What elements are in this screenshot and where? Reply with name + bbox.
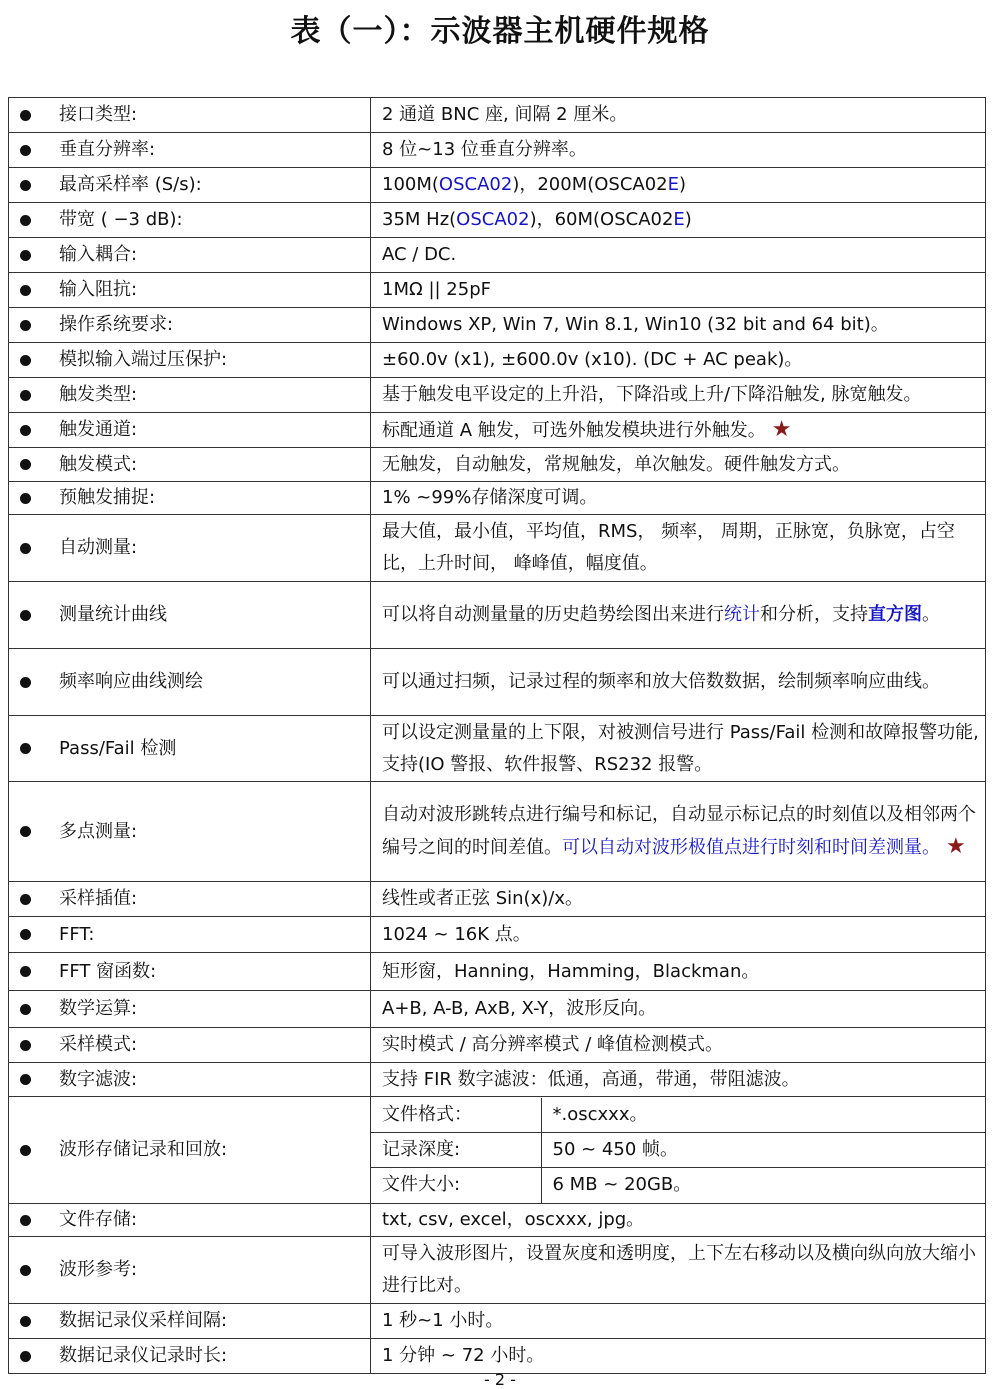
row-value: 基于触发电平设定的上升沿，下降沿或上升/下降沿触发, 脉宽触发。 <box>371 378 986 413</box>
row-label: Pass/Fail 检测 <box>59 737 177 759</box>
table-row <box>9 133 986 168</box>
table-row <box>9 448 986 482</box>
star-icon: ★ <box>771 416 792 442</box>
table-row <box>9 343 986 378</box>
table-row <box>9 238 986 273</box>
bullet-icon <box>20 285 31 296</box>
row-value: 1MΩ || 25pF <box>371 273 986 308</box>
row-value: 可以设定测量量的上下限，对被测信号进行 Pass/Fail 检测和故障报警功能,支持(IO 警报、软件报警、RS232 报警。 <box>371 716 986 782</box>
table-row <box>9 482 986 515</box>
row-label: 模拟输入端过压保护: <box>59 349 228 370</box>
row-label: 接口类型: <box>59 104 138 125</box>
row-label: 操作系统要求: <box>59 314 174 335</box>
table-row <box>9 168 986 203</box>
sub-row: 文件格式： *.oscxxx。 <box>371 1098 985 1133</box>
row-value: 1% ~99%存储深度可调。 <box>371 482 986 515</box>
table-row <box>9 413 986 448</box>
row-label: 触发类型: <box>59 384 138 405</box>
row-label: 带宽 ( −3 dB): <box>59 209 183 230</box>
spec-table <box>8 97 986 1374</box>
row-value: 最大值，最小值，平均值，RMS， 频率， 周期，正脉宽，负脉宽，占空比，上升时间， 峰峰值，幅度值。 <box>371 515 986 582</box>
row-label: 预触发捕捉: <box>59 487 156 508</box>
sub-row: 记录深度: 50 ~ 450 帧。 <box>371 1133 985 1168</box>
row-label: 输入阻抗: <box>59 279 138 300</box>
row-label: 数据记录仪采样间隔: <box>59 1310 228 1331</box>
table-row <box>9 782 986 882</box>
bullet-icon <box>20 459 31 470</box>
table-row <box>9 1339 986 1374</box>
row-value: 1 分钟 ~ 72 小时。 <box>371 1339 986 1374</box>
bullet-icon <box>20 1074 31 1085</box>
row-value: 可以通过扫频，记录过程的频率和放大倍数数据，绘制频率响应曲线。 <box>371 649 986 716</box>
bullet-icon <box>20 1145 31 1156</box>
row-value: 100M(OSCA02)，200M(OSCA02E) <box>371 168 986 203</box>
table-row <box>9 1304 986 1339</box>
table-row <box>9 1237 986 1304</box>
bullet-icon <box>20 1215 31 1226</box>
bullet-icon <box>20 180 31 191</box>
row-value: 1024 ~ 16K 点。 <box>371 917 986 953</box>
bullet-icon <box>20 250 31 261</box>
row-label: 采样插值: <box>59 888 138 909</box>
row-label: 自动测量: <box>59 537 138 558</box>
bullet-icon <box>20 1351 31 1362</box>
row-value: 实时模式 / 高分辨率模式 / 峰值检测模式。 <box>371 1028 986 1063</box>
row-value: 线性或者正弦 Sin(x)/x。 <box>371 882 986 917</box>
bullet-icon <box>20 966 31 977</box>
bullet-icon <box>20 1004 31 1015</box>
table-row <box>9 515 986 582</box>
row-value: AC / DC. <box>371 238 986 273</box>
row-label: 频率响应曲线测绘 <box>59 671 203 692</box>
table-row <box>9 917 986 953</box>
row-value: 自动对波形跳转点进行编号和标记，自动显示标记点的时刻值以及相邻两个编号之间的时间差值。可以自动对波形极值点进行时刻和时间差测量。 ★ <box>371 782 986 882</box>
row-label: 波形存储记录和回放: <box>59 1139 228 1160</box>
bullet-icon <box>20 677 31 688</box>
bullet-icon <box>20 1265 31 1276</box>
row-label: 最高采样率 (S/s): <box>59 174 202 195</box>
bullet-icon <box>20 215 31 226</box>
bullet-icon <box>20 610 31 621</box>
row-value: 无触发，自动触发，常规触发，单次触发。硬件触发方式。 <box>371 448 986 482</box>
table-row <box>9 203 986 238</box>
bullet-icon <box>20 1040 31 1051</box>
row-label: 文件存储: <box>59 1209 138 1230</box>
row-value: 支持 FIR 数字滤波：低通，高通，带通，带阻滤波。 <box>371 1063 986 1097</box>
row-value: 1 秒~1 小时。 <box>371 1304 986 1339</box>
table-row <box>9 1063 986 1097</box>
page-number: - 2 - <box>484 1370 516 1389</box>
row-value: 矩形窗，Hanning，Hamming，Blackman。 <box>371 953 986 991</box>
row-value: 可导入波形图片，设置灰度和透明度，上下左右移动以及横向纵向放大缩小进行比对。 <box>371 1237 986 1304</box>
row-value: 2 通道 BNC 座, 间隔 2 厘米。 <box>371 98 986 133</box>
row-value: 可以将自动测量量的历史趋势绘图出来进行统计和分析，支持直方图。 <box>371 582 986 649</box>
table-row <box>9 308 986 343</box>
row-label: 测量统计曲线 <box>59 604 167 625</box>
row-value: 35M Hz(OSCA02)，60M(OSCA02E) <box>371 203 986 238</box>
table-row <box>9 1204 986 1237</box>
table-row <box>9 649 986 716</box>
row-label: FFT 窗函数: <box>59 960 157 982</box>
row-label: 输入耦合: <box>59 244 138 265</box>
row-label: 波形参考: <box>59 1259 138 1280</box>
table-row <box>9 1097 986 1204</box>
table-row <box>9 378 986 413</box>
bullet-icon <box>20 826 31 837</box>
row-value: Windows XP, Win 7, Win 8.1, Win10 (32 bit and 64 bit)。 <box>371 308 986 343</box>
row-label: 多点测量: <box>59 820 138 842</box>
row-label: 触发模式: <box>59 453 138 475</box>
row-label: FFT: <box>59 923 95 945</box>
row-value: 标配通道 A 触发，可选外触发模块进行外触发。 ★ <box>371 413 986 448</box>
bullet-icon <box>20 145 31 156</box>
row-value: txt, csv, excel，oscxxx, jpg。 <box>371 1204 986 1237</box>
row-label: 垂直分辨率: <box>59 139 156 160</box>
row-label: 采样模式: <box>59 1034 138 1055</box>
row-value <box>371 1097 986 1204</box>
storage-subtable <box>371 1098 985 1203</box>
bullet-icon <box>20 110 31 121</box>
table-row <box>9 882 986 917</box>
table-row <box>9 273 986 308</box>
table-row <box>9 1028 986 1063</box>
star-icon: ★ <box>946 834 966 859</box>
table-row <box>9 716 986 782</box>
row-label: 数据记录仪记录时长: <box>59 1345 228 1366</box>
table-row <box>9 991 986 1028</box>
table-row <box>9 582 986 649</box>
bullet-icon <box>20 425 31 436</box>
bullet-icon <box>20 894 31 905</box>
bullet-icon <box>20 493 31 504</box>
table-row <box>9 98 986 133</box>
page-title: 表（一）：示波器主机硬件规格 <box>290 14 710 49</box>
table-row <box>9 953 986 991</box>
bullet-icon <box>20 390 31 401</box>
bullet-icon <box>20 929 31 940</box>
sub-row: 文件大小: 6 MB ~ 20GB。 <box>371 1168 985 1203</box>
row-value: A+B, A-B, AxB, X-Y，波形反向。 <box>371 991 986 1028</box>
bullet-icon <box>20 355 31 366</box>
bullet-icon <box>20 743 31 754</box>
row-value: 8 位~13 位垂直分辨率。 <box>371 133 986 168</box>
row-value: ±60.0v (x1), ±600.0v (x10). (DC + AC peak)。 <box>371 343 986 378</box>
row-label: 数学运算: <box>59 998 138 1019</box>
bullet-icon <box>20 1316 31 1327</box>
row-label: 触发通道: <box>59 419 138 440</box>
bullet-icon <box>20 543 31 554</box>
row-label: 数字滤波: <box>59 1068 138 1090</box>
bullet-icon <box>20 320 31 331</box>
